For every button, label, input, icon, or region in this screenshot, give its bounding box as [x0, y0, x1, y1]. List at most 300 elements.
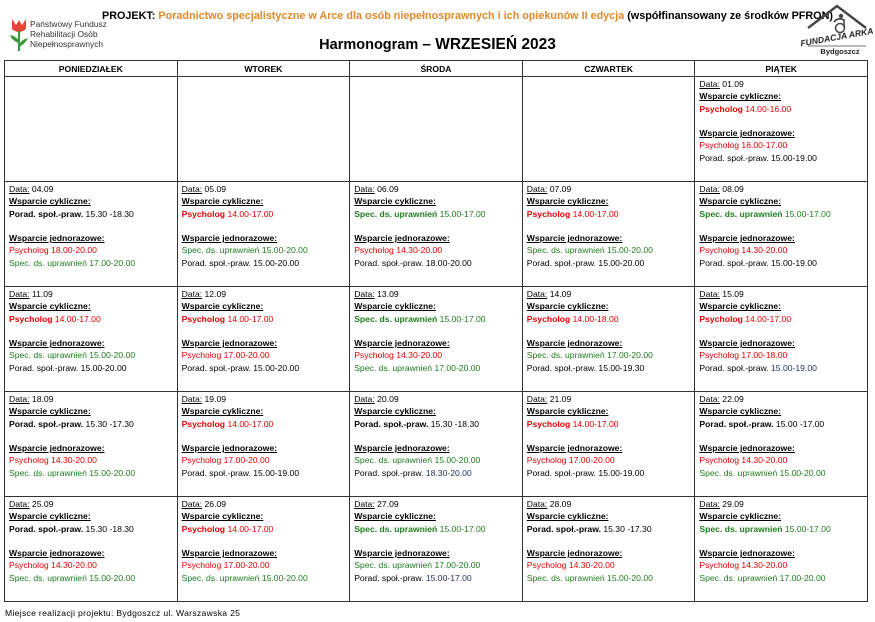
entry-text: 11.09: [29, 289, 53, 299]
cell-line: [182, 362, 347, 374]
support-heading: Wsparcie cykliczne:: [526, 196, 609, 207]
day-cell: [5, 182, 178, 287]
cell-line: [9, 547, 174, 559]
entry-text: Spec. ds. uprawnień 15.00-20.00: [181, 572, 308, 583]
support-heading: Wsparcie cykliczne:: [354, 406, 436, 417]
cell-line: [527, 288, 692, 300]
week-row: [5, 182, 868, 287]
day-cell: [177, 182, 350, 287]
entry-text: Porad. społ.-praw.: [9, 208, 84, 219]
cell-line: [699, 523, 864, 535]
entry-text: Spec. ds. uprawnień 15.00-20.00: [699, 467, 826, 478]
cell-line: [527, 257, 692, 269]
cell-line: [354, 510, 519, 522]
support-heading: Wsparcie jednorazowe:: [699, 128, 795, 139]
day-cell: [177, 392, 350, 497]
schedule-table: [4, 60, 868, 602]
day-cell: [350, 392, 523, 497]
entry-text: 14.00-18.00: [570, 313, 619, 324]
entry-text: Psycholog 18.00-20.00: [9, 245, 97, 256]
day-cell: [522, 182, 695, 287]
entry-text: 14.00-17.00: [742, 313, 792, 324]
cell-line: [9, 195, 174, 207]
cell-line: [527, 362, 692, 374]
support-heading: Wsparcie cykliczne:: [181, 406, 264, 417]
cell-line: [182, 393, 347, 405]
entry-text: 14.00-17.00: [225, 523, 274, 534]
arka-logo-top: FUNDACJA ARKA: [800, 25, 874, 49]
arka-logo-bottom: Bydgoszcz: [820, 47, 860, 56]
day-header-friday: PIĄTEK: [695, 61, 868, 77]
title-month: – WRZESIEŃ 2023: [422, 36, 556, 53]
entry-text: Spec. ds. uprawnień 15.00-20.00: [526, 245, 653, 256]
entry-text: Psycholog: [526, 313, 571, 324]
cell-line: [699, 442, 864, 454]
day-cell: [177, 287, 350, 392]
cell-line: [699, 313, 864, 325]
cell-line: [354, 300, 519, 312]
day-cell: [177, 497, 350, 602]
entry-text: Porad. społ.-praw.: [526, 523, 601, 534]
entry-text: 08.09: [719, 184, 744, 194]
date-label: Data:: [699, 394, 720, 404]
project-prefix: PROJEKT:: [102, 10, 159, 22]
entry-text: Psycholog: [9, 313, 53, 324]
cell-line: [354, 418, 519, 430]
cell-line: [354, 547, 519, 559]
entry-text: Psycholog: [181, 208, 226, 219]
entry-text: Psycholog 17.00-20.00: [181, 350, 270, 361]
cell-line: [354, 393, 519, 405]
day-cell: [695, 77, 868, 182]
cell-spacer: [354, 535, 519, 547]
entry-text: Spec. ds. uprawnień: [354, 208, 438, 219]
cell-line: [9, 257, 174, 269]
entry-text: 21.09: [547, 394, 572, 404]
project-suffix: (współfinansowany ze środków PFRON): [624, 10, 833, 22]
cell-line: [527, 232, 692, 244]
cell-spacer: [354, 325, 519, 337]
cell-line: [699, 183, 864, 195]
day-cell: [5, 77, 178, 182]
cell-line: [699, 572, 864, 584]
cell-line: [182, 337, 347, 349]
cell-line: [699, 418, 864, 430]
cell-line: [9, 510, 174, 522]
week-row: [5, 392, 868, 497]
entry-text: Porad. społ.-praw. 18.00-20.00: [354, 257, 472, 268]
entry-text: Psycholog 17.00-20.00: [181, 455, 270, 466]
day-cell: [350, 77, 523, 182]
entry-text: Porad. społ.-praw.: [354, 418, 429, 429]
cell-line: [9, 418, 174, 430]
cell-line: [182, 547, 347, 559]
support-heading: Wsparcie cykliczne:: [354, 301, 436, 312]
support-heading: Wsparcie jednorazowe:: [699, 338, 795, 349]
day-cell: [5, 287, 178, 392]
date-label: Data:: [526, 499, 548, 509]
cell-spacer: [9, 430, 174, 442]
support-heading: Wsparcie cykliczne:: [699, 406, 782, 417]
day-cell: [695, 287, 868, 392]
cell-line: [527, 418, 692, 430]
entry-text: Psycholog 14.30-20.00: [354, 350, 443, 361]
day-cell: [522, 392, 695, 497]
support-heading: Wsparcie cykliczne:: [526, 301, 609, 312]
cell-line: [699, 152, 864, 164]
date-label: Data:: [354, 289, 375, 299]
entry-text: 14.00-17.00: [225, 418, 274, 429]
cell-line: [699, 362, 864, 374]
pfron-logo-line: Państwowy Fundusz: [30, 19, 107, 29]
day-header-wednesday: ŚRODA: [350, 61, 523, 77]
support-heading: Wsparcie cykliczne:: [699, 196, 782, 207]
cell-line: [527, 337, 692, 349]
entry-text: 22.09: [719, 394, 744, 404]
entry-text: Porad. społ.-praw. 15.00-20.00: [181, 362, 300, 373]
day-header-monday: PONIEDZIAŁEK: [5, 61, 178, 77]
day-cell: [522, 497, 695, 602]
entry-text: 27.09: [374, 499, 399, 509]
entry-text: Psycholog 14.30-20.00: [354, 245, 443, 256]
cell-spacer: [9, 325, 174, 337]
entry-text: Psycholog 14.30-20.00: [9, 455, 97, 466]
entry-text: 15.30 -18.30: [83, 208, 134, 219]
support-heading: Wsparcie jednorazowe:: [699, 548, 795, 559]
entry-text: 15.30 -18.30: [83, 523, 134, 534]
cell-line: [182, 349, 347, 361]
entry-text: Spec. ds. uprawnień 15.00-20.00: [354, 455, 481, 466]
support-heading: Wsparcie jednorazowe:: [9, 233, 105, 244]
cell-line: [699, 405, 864, 417]
support-heading: Wsparcie cykliczne:: [699, 301, 782, 312]
day-cell: [350, 182, 523, 287]
entry-text: 06.09: [374, 184, 399, 194]
cell-line: [182, 288, 347, 300]
support-heading: Wsparcie cykliczne:: [354, 196, 436, 207]
pfron-logo-line: Rehabilitacji Osób: [30, 29, 98, 39]
cell-line: [699, 90, 864, 102]
support-heading: Wsparcie jednorazowe:: [181, 548, 278, 559]
arka-logo: [800, 2, 874, 56]
date-label: Data:: [354, 499, 375, 509]
cell-line: [354, 572, 519, 584]
entry-text: 13.09: [374, 289, 399, 299]
cell-line: [527, 405, 692, 417]
cell-line: [699, 208, 864, 220]
entry-text: Psycholog 14.30-20.00: [699, 245, 788, 256]
entry-text: Spec. ds. uprawnień: [699, 208, 783, 219]
entry-text: Psycholog 14.30-20.00: [699, 455, 788, 466]
day-header-tuesday: WTOREK: [177, 61, 350, 77]
day-cell: [695, 182, 868, 287]
cell-line: [9, 405, 174, 417]
support-heading: Wsparcie cykliczne:: [9, 301, 91, 312]
entry-text: 15.30 -17.30: [600, 523, 652, 534]
cell-line: [354, 442, 519, 454]
support-heading: Wsparcie cykliczne:: [526, 406, 609, 417]
entry-text: 14.09: [547, 289, 572, 299]
support-heading: Wsparcie jednorazowe:: [354, 548, 450, 559]
date-label: Data:: [181, 499, 203, 509]
entry-text: Spec. ds. uprawnień 17.00-20.00: [354, 560, 481, 571]
entry-text: Psycholog: [526, 418, 571, 429]
entry-text: Porad. społ.-praw.: [354, 572, 426, 583]
cell-line: [699, 288, 864, 300]
entry-text: Spec. ds. uprawnień: [699, 523, 783, 534]
entry-text: 28.09: [547, 499, 572, 509]
support-heading: Wsparcie cykliczne:: [181, 511, 264, 522]
entry-text: 19.09: [202, 394, 227, 404]
support-heading: Wsparcie jednorazowe:: [9, 548, 105, 559]
support-heading: Wsparcie jednorazowe:: [526, 338, 623, 349]
cell-line: [699, 127, 864, 139]
cell-line: [527, 393, 692, 405]
date-label: Data:: [9, 394, 30, 404]
cell-line: [354, 405, 519, 417]
cell-line: [699, 454, 864, 466]
cell-line: [182, 195, 347, 207]
date-label: Data:: [9, 499, 30, 509]
cell-line: [527, 208, 692, 220]
entry-text: 15.00-17.00: [425, 572, 472, 583]
cell-line: [9, 244, 174, 256]
cell-line: [354, 454, 519, 466]
entry-text: 05.09: [202, 184, 227, 194]
date-label: Data:: [181, 394, 203, 404]
cell-line: [527, 510, 692, 522]
entry-text: Porad. społ.-praw.: [699, 362, 772, 373]
cell-spacer: [699, 325, 864, 337]
day-cell: [522, 287, 695, 392]
cell-line: [527, 183, 692, 195]
cell-spacer: [699, 430, 864, 442]
cell-line: [354, 257, 519, 269]
cell-line: [9, 467, 174, 479]
support-heading: Wsparcie cykliczne:: [9, 196, 91, 207]
day-cell: [177, 77, 350, 182]
day-header-row: [5, 61, 868, 77]
cell-line: [9, 393, 174, 405]
support-heading: Wsparcie cykliczne:: [699, 91, 782, 102]
date-label: Data:: [9, 289, 30, 299]
cell-line: [182, 300, 347, 312]
cell-spacer: [9, 535, 174, 547]
date-label: Data:: [181, 289, 203, 299]
date-label: Data:: [181, 184, 203, 194]
day-cell: [5, 392, 178, 497]
entry-text: 15.30 -17.30: [83, 418, 134, 429]
cell-line: [699, 139, 864, 151]
entry-text: 20.09: [374, 394, 399, 404]
day-cell: [350, 287, 523, 392]
date-label: Data:: [699, 499, 720, 509]
entry-text: Psycholog 14.30-20.00: [9, 560, 97, 571]
cell-line: [354, 362, 519, 374]
cell-line: [9, 559, 174, 571]
cell-spacer: [527, 430, 692, 442]
cell-line: [699, 244, 864, 256]
cell-line: [182, 442, 347, 454]
date-label: Data:: [526, 184, 548, 194]
support-heading: Wsparcie jednorazowe:: [526, 548, 623, 559]
cell-line: [354, 288, 519, 300]
cell-line: [699, 393, 864, 405]
title-prefix: Harmonogram: [319, 37, 423, 53]
cell-spacer: [699, 535, 864, 547]
support-heading: Wsparcie cykliczne:: [526, 511, 609, 522]
entry-text: 14.00-17.00: [225, 208, 274, 219]
entry-text: Psycholog: [181, 523, 226, 534]
entry-text: 04.09: [29, 184, 54, 194]
entry-text: Psycholog: [181, 313, 226, 324]
entry-text: 12.09: [202, 289, 227, 299]
cell-line: [699, 559, 864, 571]
cell-line: [699, 498, 864, 510]
arka-logo-icon: [800, 2, 874, 56]
support-heading: Wsparcie jednorazowe:: [181, 443, 278, 454]
support-heading: Wsparcie jednorazowe:: [699, 233, 795, 244]
cell-line: [182, 405, 347, 417]
cell-line: [527, 498, 692, 510]
support-heading: Wsparcie jednorazowe:: [9, 443, 105, 454]
project-name: Poradnictwo specjalistyczne w Arce dla osób niepełnosprawnych i ich opiekunów II edycja: [158, 10, 625, 22]
entry-text: Psycholog 14.30-20.00: [526, 560, 615, 571]
day-cell: [522, 77, 695, 182]
cell-spacer: [354, 220, 519, 232]
cell-line: [9, 523, 174, 535]
cell-line: [354, 498, 519, 510]
cell-line: [9, 498, 174, 510]
cell-line: [527, 442, 692, 454]
support-heading: Wsparcie jednorazowe:: [526, 443, 623, 454]
support-heading: Wsparcie jednorazowe:: [9, 338, 105, 349]
pfron-logo-line: Niepełnosprawnych: [30, 39, 104, 49]
cell-line: [9, 208, 174, 220]
entry-text: Porad. społ.-praw. 15.00-20.00: [181, 257, 300, 268]
support-heading: Wsparcie jednorazowe:: [526, 233, 623, 244]
entry-text: Porad. społ.-praw. 15.00-19.00: [181, 467, 300, 478]
cell-line: [699, 337, 864, 349]
entry-text: Porad. społ.-praw.: [9, 523, 84, 534]
support-heading: Wsparcie cykliczne:: [181, 196, 264, 207]
entry-text: 01.09: [719, 79, 744, 89]
date-label: Data:: [699, 184, 720, 194]
entry-text: 15.00 -17.00: [773, 418, 825, 429]
cell-spacer: [699, 115, 864, 127]
entry-text: Porad. społ.-praw. 15.00-19.00: [526, 467, 645, 478]
cell-spacer: [9, 220, 174, 232]
cell-spacer: [527, 535, 692, 547]
cell-line: [182, 244, 347, 256]
entry-text: Spec. ds. uprawnień 17.00-20.00: [9, 257, 136, 268]
cell-line: [9, 300, 174, 312]
cell-line: [182, 559, 347, 571]
entry-text: Psycholog 17.00-20.00: [181, 560, 270, 571]
support-heading: Wsparcie cykliczne:: [354, 511, 436, 522]
cell-spacer: [182, 430, 347, 442]
cell-line: [527, 454, 692, 466]
cell-line: [527, 467, 692, 479]
cell-line: [527, 313, 692, 325]
entry-text: 15.00-17.00: [437, 313, 486, 324]
week-row: [5, 77, 868, 182]
support-heading: Wsparcie jednorazowe:: [354, 443, 450, 454]
cell-line: [9, 232, 174, 244]
cell-spacer: [182, 325, 347, 337]
support-heading: Wsparcie jednorazowe:: [699, 443, 795, 454]
cell-line: [9, 313, 174, 325]
entry-text: 29.09: [719, 499, 744, 509]
entry-text: Porad. społ.-praw.: [699, 418, 774, 429]
day-cell: [350, 497, 523, 602]
cell-line: [699, 547, 864, 559]
entry-text: Psycholog: [699, 313, 743, 324]
entry-text: Porad. społ.-praw. 15.00-19.00: [699, 152, 817, 163]
day-cell: [695, 497, 868, 602]
entry-text: 15.30 -18.30: [428, 418, 480, 429]
cell-spacer: [527, 220, 692, 232]
date-label: Data:: [526, 289, 548, 299]
cell-line: [9, 362, 174, 374]
entry-text: 15.00-17.00: [782, 208, 831, 219]
entry-text: Psycholog: [699, 103, 743, 114]
entry-text: Porad. społ.-praw. 15.00-20.00: [526, 257, 645, 268]
cell-line: [182, 510, 347, 522]
cell-line: [182, 572, 347, 584]
entry-text: 07.09: [547, 184, 572, 194]
cell-line: [699, 300, 864, 312]
cell-line: [182, 454, 347, 466]
cell-line: [354, 467, 519, 479]
cell-line: [354, 195, 519, 207]
cell-line: [354, 349, 519, 361]
entry-text: Spec. ds. uprawnień 15.00-20.00: [181, 245, 308, 256]
cell-line: [182, 498, 347, 510]
cell-line: [699, 232, 864, 244]
cell-spacer: [182, 535, 347, 547]
entry-text: 15.00-19.00: [771, 362, 817, 373]
entry-text: Psycholog: [181, 418, 226, 429]
cell-line: [182, 257, 347, 269]
cell-line: [9, 349, 174, 361]
cell-line: [354, 337, 519, 349]
cell-line: [182, 467, 347, 479]
project-header: [102, 10, 833, 22]
cell-line: [354, 559, 519, 571]
cell-spacer: [182, 220, 347, 232]
date-label: Data:: [699, 79, 720, 89]
date-label: Data:: [354, 394, 375, 404]
entry-text: Porad. społ.-praw. 15.00-19.00: [699, 257, 817, 268]
cell-line: [9, 572, 174, 584]
cell-spacer: [699, 220, 864, 232]
entry-text: Spec. ds. uprawnień 15.00-20.00: [9, 572, 136, 583]
entry-text: 14.00-16.00: [742, 103, 792, 114]
cell-line: [354, 244, 519, 256]
cell-line: [527, 244, 692, 256]
entry-text: Spec. ds. uprawnień 15.00-20.00: [9, 350, 136, 361]
entry-text: Spec. ds. uprawnień 15.00-20.00: [526, 572, 653, 583]
entry-text: 14.00-17.00: [570, 418, 619, 429]
entry-text: 15.09: [719, 289, 744, 299]
cell-line: [354, 313, 519, 325]
support-heading: Wsparcie cykliczne:: [9, 406, 91, 417]
support-heading: Wsparcie jednorazowe:: [354, 338, 450, 349]
entry-text: 18.09: [29, 394, 54, 404]
cell-line: [354, 232, 519, 244]
cell-line: [354, 523, 519, 535]
